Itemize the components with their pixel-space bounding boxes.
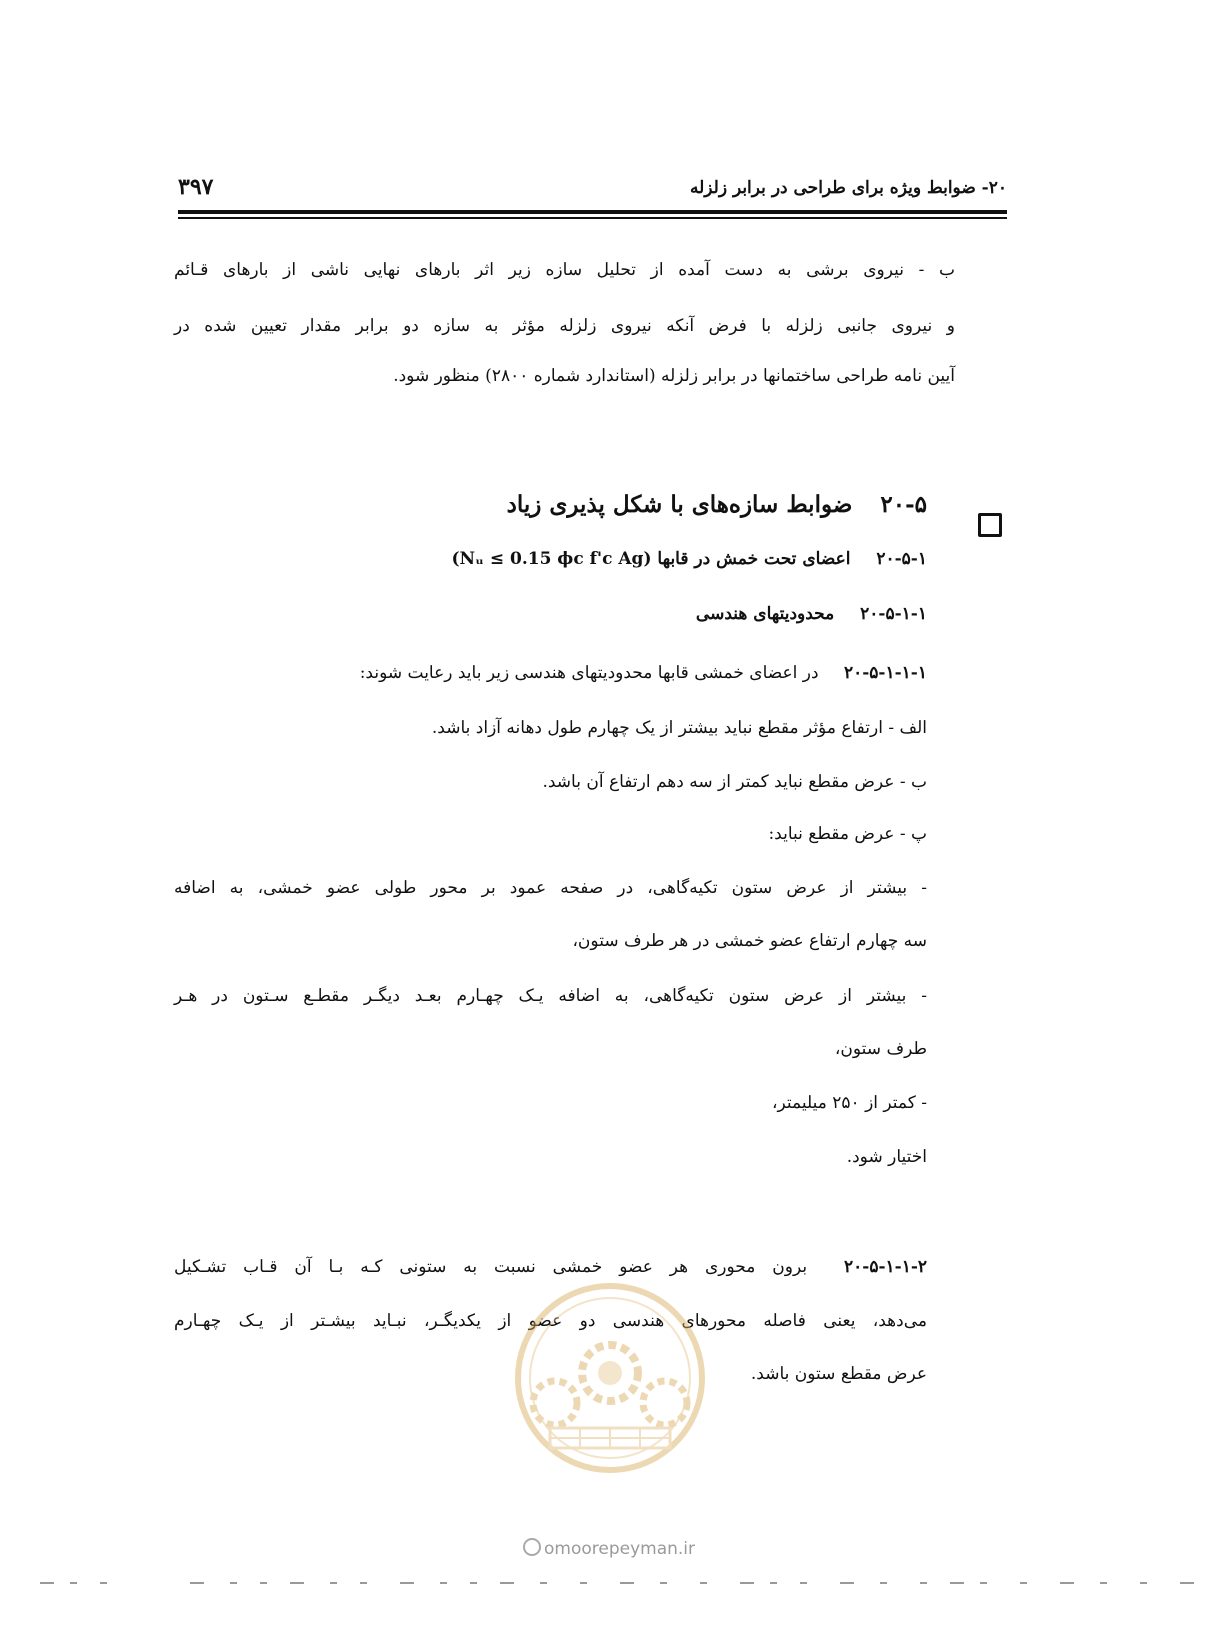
scan-speck [770, 1582, 777, 1584]
list-item: ب - عرض مقطع نباید کمتر از سه دهم ارتفاع آن باشد. [542, 772, 927, 792]
axial-load-formula: (Nᵤ ≤ 0.15 ϕc f'c Ag) [451, 549, 652, 569]
scan-speck [1140, 1582, 1147, 1584]
header-rule-thin [178, 217, 1007, 219]
list-item: - کمتر از ۲۵۰ میلیمتر، [772, 1093, 927, 1113]
scan-speck [1180, 1582, 1194, 1584]
scan-speck [230, 1582, 237, 1584]
paragraph-line: و نیروی جانبی زلزله با فرض آنکه نیروی زلزله مؤثر به سازه دو برابر مقدار تعیین شده در [174, 316, 955, 336]
scan-speck [40, 1582, 54, 1584]
clause-number: ۲۰-۵-۱-۱-۲ [844, 1257, 928, 1277]
scan-speck [500, 1582, 514, 1584]
scan-speck [1060, 1582, 1074, 1584]
scan-speck [440, 1582, 447, 1584]
scan-speck [840, 1582, 854, 1584]
closing-text: اختیار شود. [846, 1147, 927, 1167]
subsection-heading [696, 604, 927, 624]
at-sign-icon [523, 1538, 541, 1556]
subsection-heading [451, 549, 927, 569]
clause-intro [360, 661, 927, 685]
header-rule-thick [178, 210, 1007, 214]
page-number: ۳۹۷ [178, 174, 214, 200]
subsection-number: ۲۰-۵-۱ [876, 549, 927, 569]
paragraph-line: عرض مقطع ستون باشد. [750, 1364, 927, 1384]
scan-artifacts [0, 1582, 1229, 1588]
scan-speck [360, 1582, 367, 1584]
scan-speck [920, 1582, 927, 1584]
subsection-title: اعضای تحت خمش در قابها [657, 549, 851, 569]
scan-speck [100, 1582, 107, 1584]
scan-speck [70, 1582, 77, 1584]
scan-speck [470, 1582, 477, 1584]
scan-speck [330, 1582, 337, 1584]
scan-speck [660, 1582, 667, 1584]
scan-speck [980, 1582, 987, 1584]
paragraph-line: می‌دهد، یعنی فاصله محورهای هندسی دو عضو از یکدیگـر، نبـاید بیشـتر از یـک چهـارم [174, 1311, 927, 1331]
scan-speck [700, 1582, 707, 1584]
scan-speck [800, 1582, 807, 1584]
section-title: ضوابط سازه‌های با شکل پذیری زیاد [506, 491, 853, 518]
scan-speck [1100, 1582, 1107, 1584]
scan-speck [190, 1582, 204, 1584]
scan-speck [540, 1582, 547, 1584]
clause-text: برون محوری هر عضو خمشی نسبت به ستونی کـه بـا آن قـاب تشـکیل [174, 1257, 808, 1277]
paragraph-line: ب - نیروی برشی به دست آمده از تحلیل سازه زیر اثر بارهای نهایی ناشی از بارهای قـائم [174, 260, 955, 280]
scan-speck [580, 1582, 587, 1584]
list-item: پ - عرض مقطع نباید: [768, 824, 927, 844]
list-item: الف - ارتفاع مؤثر مقطع نباید بیشتر از یک چهارم طول دهانه آزاد باشد. [431, 718, 927, 738]
scan-speck [290, 1582, 304, 1584]
scan-speck [400, 1582, 414, 1584]
clause-number: ۲۰-۵-۱-۱-۱ [843, 663, 927, 683]
section-marker-icon [978, 513, 1002, 537]
scan-speck [740, 1582, 754, 1584]
scan-speck [1020, 1582, 1027, 1584]
list-item: سه چهارم ارتفاع عضو خمشی در هر طرف ستون، [572, 931, 927, 951]
scan-speck [880, 1582, 887, 1584]
scan-speck [950, 1582, 964, 1584]
clause-text: در اعضای خمشی قابها محدودیتهای هندسی زیر باید رعایت شوند: [359, 663, 819, 683]
scan-speck [620, 1582, 634, 1584]
running-header-title: ۲۰- ضوابط ویژه برای طراحی در برابر زلزله [689, 178, 1007, 198]
scan-speck [260, 1582, 267, 1584]
section-number: ۲۰-۵ [880, 491, 927, 518]
section-heading [507, 491, 927, 518]
subsection-title: محدودیتهای هندسی [695, 604, 835, 624]
list-item: طرف ستون، [834, 1039, 927, 1059]
watermark-site-url: omoorepeyman.ir [523, 1538, 695, 1559]
clause-intro [174, 1255, 927, 1279]
subsection-number: ۲۰-۵-۱-۱ [860, 604, 927, 624]
list-item: - بیشتر از عرض ستون تکیه‌گاهی، در صفحه عمود بر محور طولی عضو خمشی، به اضافه [174, 878, 927, 898]
list-item: - بیشتر از عرض ستون تکیه‌گاهی، به اضافه یـک چهـارم بعـد دیگـر مقطـع سـتون در هـر [174, 986, 927, 1006]
watermark-logo-icon [510, 1278, 710, 1478]
paragraph-line: آیین نامه طراحی ساختمانها در برابر زلزله (استاندارد شماره ۲۸۰۰) منظور شود. [393, 366, 955, 386]
